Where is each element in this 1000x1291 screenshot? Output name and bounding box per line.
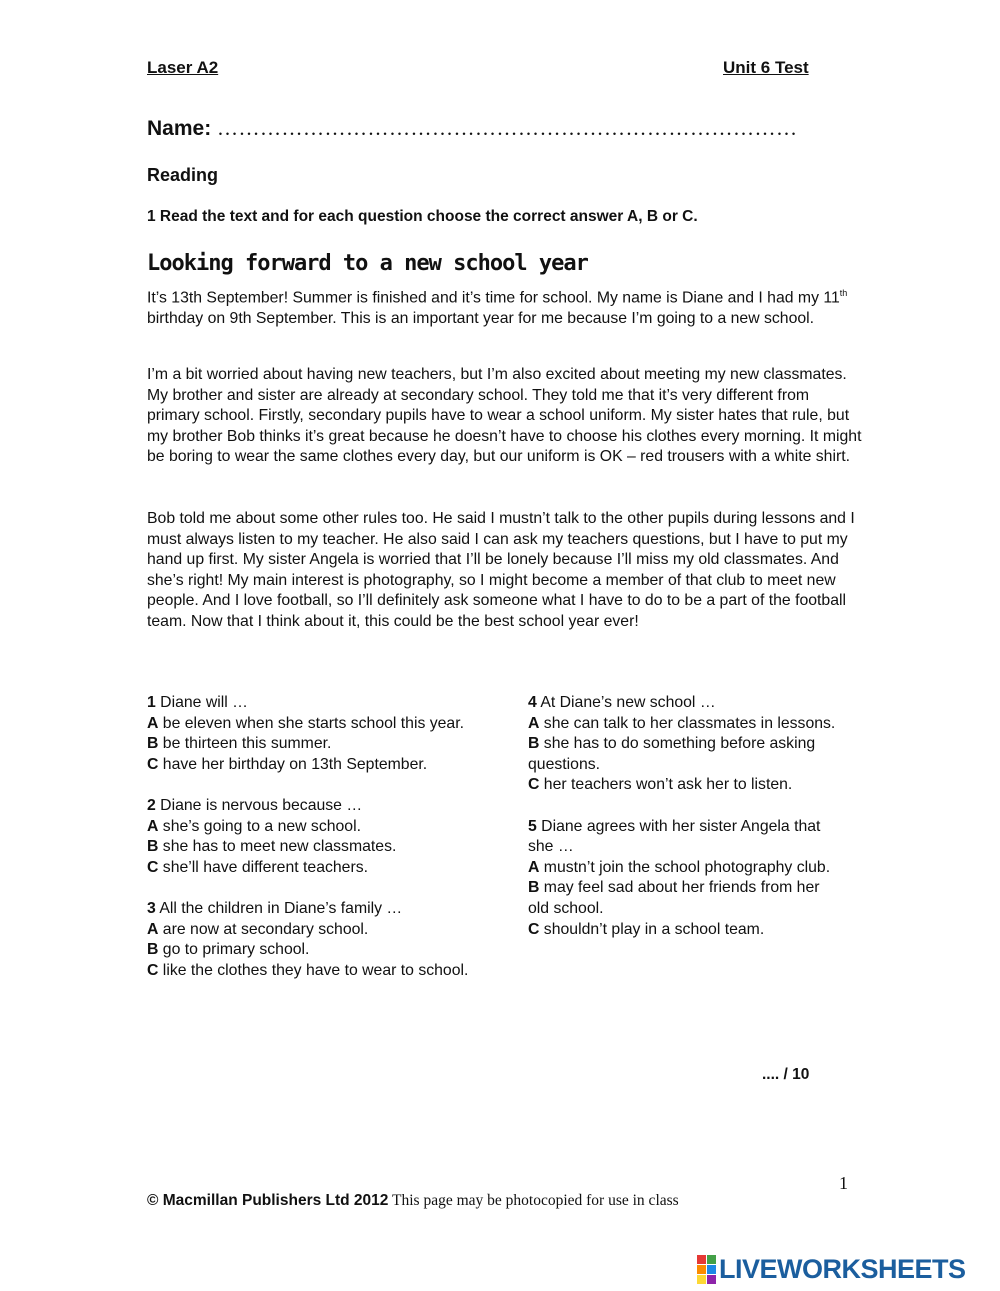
option-letter: B	[147, 941, 159, 959]
page-number: 1	[839, 1173, 848, 1193]
logo-block	[707, 1265, 716, 1274]
answer-option	[528, 920, 838, 941]
question-stem	[147, 899, 492, 920]
question-block	[147, 693, 492, 775]
question-number: 2	[147, 796, 156, 814]
option-text: like the clothes they have to wear to school.	[158, 961, 469, 979]
option-letter: B	[528, 879, 540, 897]
questions-left-column	[147, 693, 492, 1002]
question-stem	[528, 817, 838, 858]
answer-option	[147, 817, 492, 838]
option-text: her teachers won’t ask her to listen.	[539, 776, 793, 794]
liveworksheets-blocks-icon	[697, 1255, 716, 1284]
option-text: she can talk to her classmates in lessons.	[539, 714, 836, 732]
option-letter: B	[147, 838, 159, 856]
p1-superscript: th	[839, 288, 848, 298]
name-dots: ………………………………………………………………………	[217, 116, 798, 140]
option-text: are now at secondary school.	[158, 920, 369, 938]
footer-copyright: © Macmillan Publishers Ltd 2012	[147, 1192, 389, 1209]
section-heading: Reading	[147, 165, 219, 185]
option-letter: A	[528, 858, 540, 876]
question-block	[147, 899, 492, 981]
answer-option	[147, 920, 492, 941]
option-text: be thirteen this summer.	[158, 735, 332, 753]
answer-option	[147, 734, 492, 755]
logo-block	[707, 1255, 716, 1264]
option-text: mustn’t join the school photography club.	[539, 858, 831, 876]
question-text: Diane will …	[155, 694, 248, 711]
answer-option	[147, 961, 492, 982]
answer-option	[147, 940, 492, 961]
option-letter: B	[528, 735, 540, 753]
option-text: she has to do something before asking questions.	[528, 735, 816, 773]
option-text: have her birthday on 13th September.	[158, 755, 428, 773]
logo-block	[697, 1275, 706, 1284]
question-block	[528, 817, 838, 941]
name-label: Name:	[147, 117, 212, 140]
article-paragraph-3: Bob told me about some other rules too. He said I mustn’t talk to the other pupils during lessons and I must always listen to my teacher. He also said I can ask my teachers questions, but I have to put my hand up first. My sister Angela is worried that I’ll be lonely because I’ll miss my old classmates. And she’s right! My main interest is photography, so I might become a member of that club to meet new people. And I love football, so I’ll definitely ask someone what I have to do to be a part of the football team. Now that I think about it, this could be the best school year ever!	[147, 510, 855, 630]
question-number: 3	[147, 899, 156, 917]
option-text: be eleven when she starts school this year.	[158, 714, 465, 732]
option-letter: C	[147, 858, 159, 876]
option-letter: B	[147, 735, 159, 753]
option-text: she’s going to a new school.	[158, 817, 361, 835]
option-text: she’ll have different teachers.	[158, 858, 369, 876]
question-number: 5	[528, 817, 537, 835]
question-stem	[147, 796, 492, 817]
question-text: Diane agrees with her sister Angela that she …	[528, 817, 821, 856]
answer-option	[528, 775, 838, 796]
option-letter: A	[147, 714, 159, 732]
liveworksheets-wordmark: LIVEWORKSHEETS	[719, 1253, 966, 1284]
question-number: 4	[528, 694, 537, 711]
instruction: 1 Read the text and for each question choose the correct answer A, B or C.	[147, 208, 698, 225]
question-block	[147, 796, 492, 878]
option-text: she has to meet new classmates.	[158, 838, 397, 856]
option-letter: C	[147, 755, 159, 773]
p1-text-after: birthday on 9th September. This is an important year for me because I’m going to a new school.	[147, 309, 815, 327]
answer-option	[147, 837, 492, 858]
article-paragraph-1	[147, 283, 862, 329]
answer-option	[147, 714, 492, 735]
option-text: shouldn’t play in a school team.	[539, 920, 765, 938]
header-unit-title: Unit 6 Test	[723, 58, 809, 77]
logo-block	[697, 1255, 706, 1264]
option-text: go to primary school.	[158, 941, 310, 959]
answer-option	[528, 734, 838, 775]
question-text: All the children in Diane’s family …	[155, 899, 403, 917]
score-box: .... / 10	[762, 1066, 810, 1083]
option-letter: A	[528, 714, 540, 732]
question-text: At Diane’s new school …	[536, 694, 716, 711]
option-letter: C	[528, 920, 540, 938]
p1-text-before: It’s 13th September! Summer is finished and it’s time for school. My name is Diane and I had my 11	[147, 289, 840, 307]
option-letter: A	[147, 920, 159, 938]
article-paragraph-2: I’m a bit worried about having new teachers, but I’m also excited about meeting my new classmates. My brother and sister are already at secondary school. They told me that it’s very different from primary school. Firstly, secondary pupils have to wear a school uniform. My sister hates that rule, but my brother Bob thinks it’s great because he doesn’t have to choose his clothes every morning. It might be boring to wear the same clothes every day, but our uniform is OK – red trousers with a white shirt.	[147, 366, 862, 466]
name-line	[147, 116, 798, 141]
answer-option	[147, 858, 492, 879]
footer-note: This page may be photocopied for use in class	[388, 1192, 679, 1209]
logo-block	[707, 1275, 716, 1284]
question-stem	[528, 693, 838, 714]
option-letter: C	[147, 961, 159, 979]
answer-option	[528, 714, 838, 735]
article-title: Looking forward to a new school year	[147, 251, 588, 276]
answer-option	[528, 878, 838, 919]
liveworksheets-logo	[697, 1252, 966, 1286]
logo-block	[697, 1265, 706, 1274]
question-block	[528, 693, 838, 796]
option-letter: A	[147, 817, 159, 835]
option-letter: C	[528, 776, 540, 794]
footer	[147, 1192, 679, 1210]
question-number: 1	[147, 694, 156, 711]
answer-option	[528, 858, 838, 879]
questions-right-column	[528, 693, 838, 961]
option-text: may feel sad about her friends from her old school.	[528, 879, 820, 917]
question-stem	[147, 693, 492, 714]
header-course-title: Laser A2	[147, 58, 219, 77]
answer-option	[147, 755, 492, 776]
question-text: Diane is nervous because …	[155, 796, 363, 814]
